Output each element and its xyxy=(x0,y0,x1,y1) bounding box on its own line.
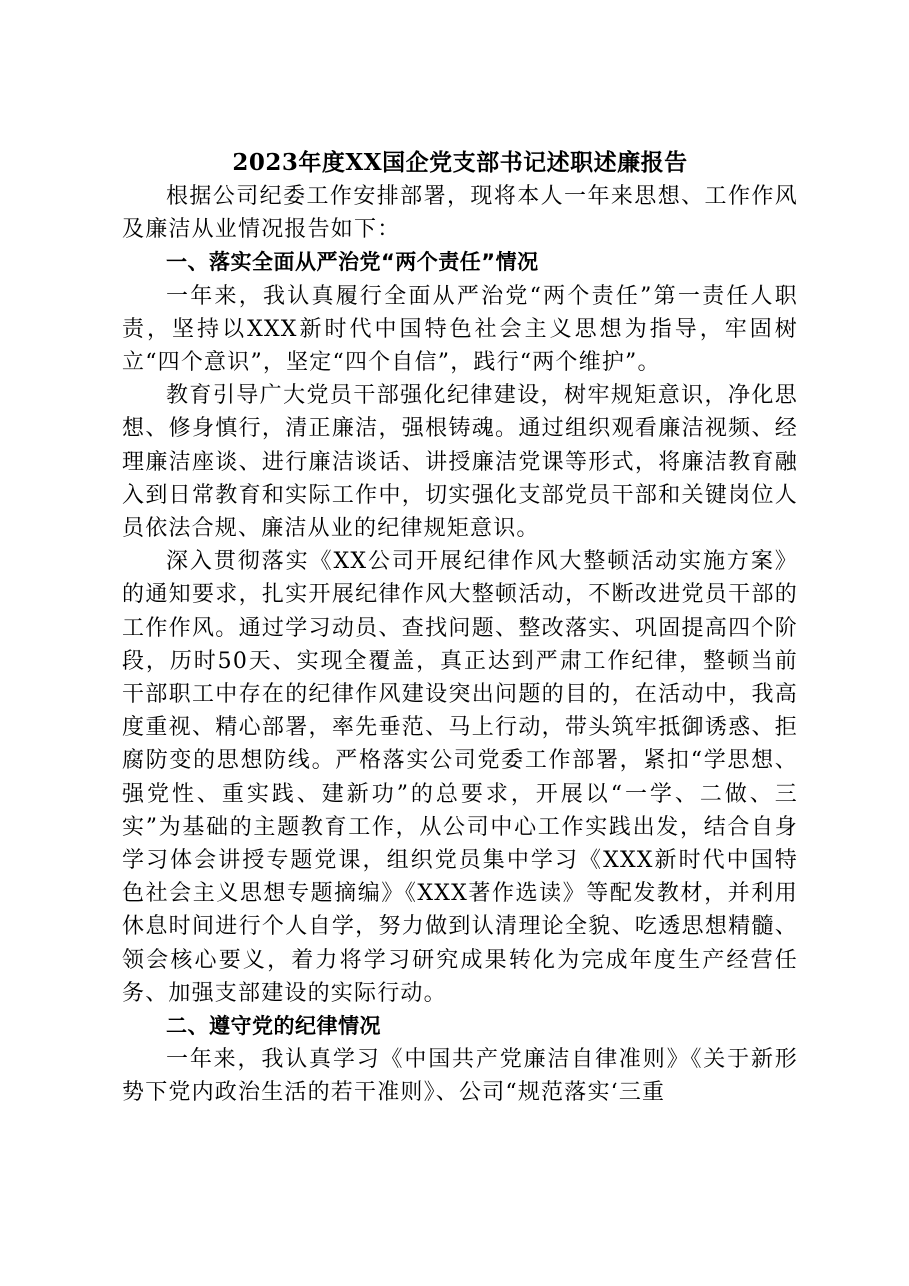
document-title: 2023年度XX国企党支部书记述职述廉报告 xyxy=(232,149,688,176)
section-2-paragraph-1: 一年来，我认真学习《中国共产党廉洁自律准则》《关于新形势下党内政治生活的若干准则》、公司“规范落实‘三重 xyxy=(122,1047,798,1106)
document-body xyxy=(122,146,798,1110)
section-1-paragraph-3: 深入贯彻落实《XX公司开展纪律作风大整顿活动实施方案》的通知要求，扎实开展纪律作风大整顿活动，不断改进党员干部的工作作风。通过学习动员、查找问题、整改落实、巩固提高四个阶段，历时50天、实现全覆盖，真正达到严肃工作纪律，整顿当前干部职工中存在的纪律作风建设突出问题的目的，在活动中，我高度重视、精心部署，率先垂范、马上行动，带头筑牢抵御诱惑、拒腐防变的思想防线。严格落实公司党委工作部署，紧扣“学思想、强党性、重实践、建新功”的总要求，开展以“一学、二做、三实”为基础的主题教育工作，从公司中心工作实践出发，结合自身学习体会讲授专题党课，组织党员集中学习《XXX新时代中国特色社会主义思想专题摘编》《XXX著作选读》等配发教材，并利用休息时间进行个人自学，努力做到认清理论全貌、吃透思想精髓、领会核心要义，着力将学习研究成果转化为完成年度生产经营任务、加强支部建设的实际行动。 xyxy=(122,549,798,1006)
section-1-heading: 一、落实全面从严治党“两个责任”情况 xyxy=(166,250,539,275)
section-1-paragraph-1: 一年来，我认真履行全面从严治党“两个责任”第一责任人职责，坚持以XXX新时代中国特色社会主义思想为指导，牢固树立“四个意识”，坚定“四个自信”，践行“两个维护”。 xyxy=(122,283,798,376)
section-2-heading: 二、遵守党的纪律情况 xyxy=(166,1014,381,1039)
section-1-paragraph-2: 教育引导广大党员干部强化纪律建设，树牢规矩意识，净化思想、修身慎行，清正廉洁，强根铸魂。通过组织观看廉洁视频、经理廉洁座谈、进行廉洁谈话、讲授廉洁党课等形式，将廉洁教育融入到日常教育和实际工作中，切实强化支部党员干部和关键岗位人员依法合规、廉洁从业的纪律规矩意识。 xyxy=(122,383,798,542)
intro-paragraph: 根据公司纪委工作安排部署，现将本人一年来思想、工作作风及廉洁从业情况报告如下： xyxy=(122,184,798,243)
